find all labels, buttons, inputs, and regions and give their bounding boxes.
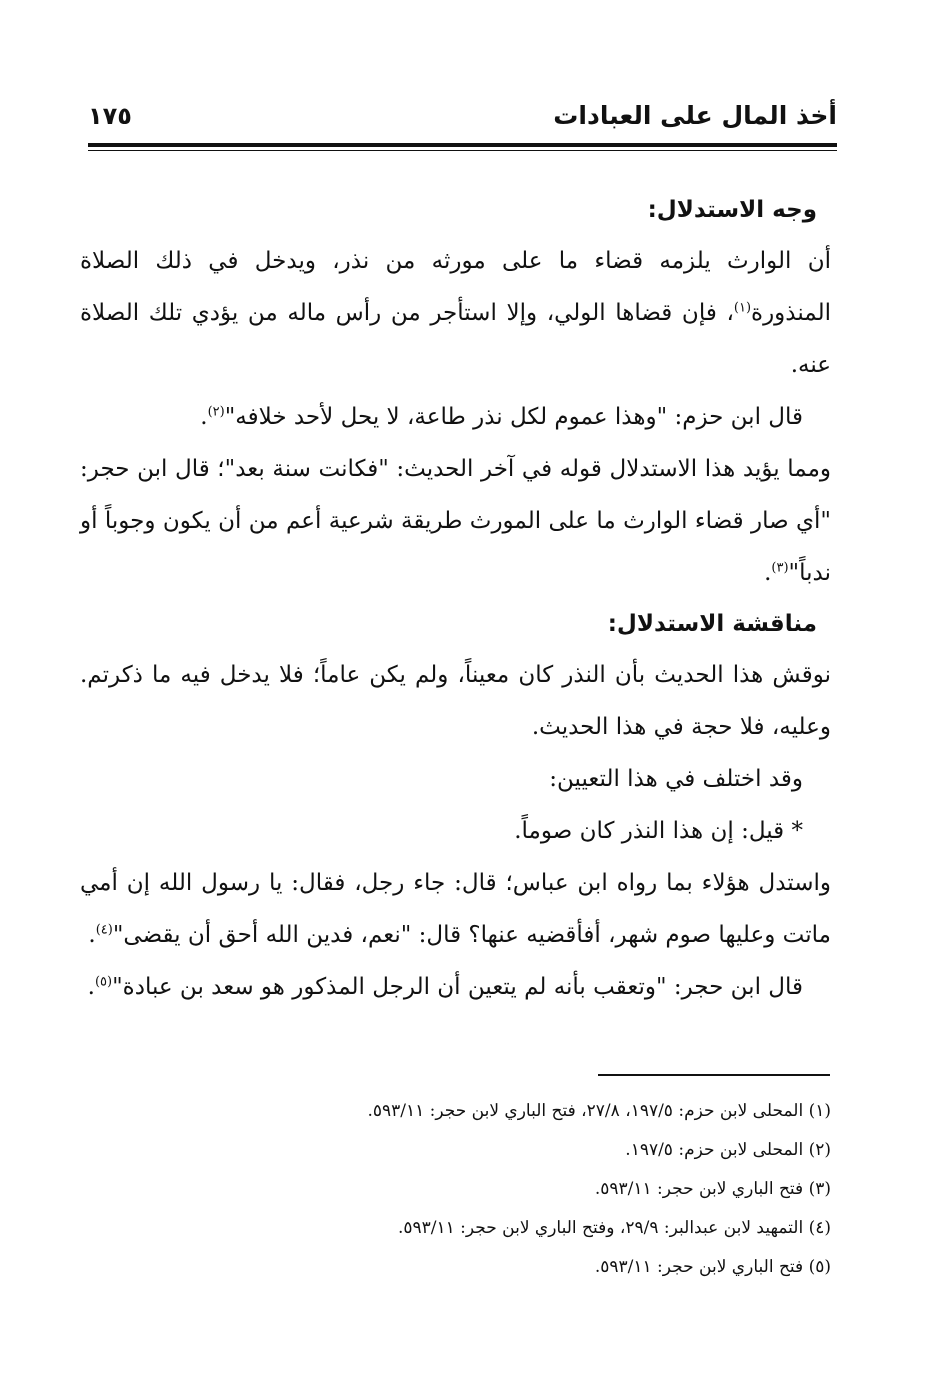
footnote: (٤) التمهيد لابن عبدالبر: ٢٩/٩، وفتح الباري لابن حجر: ٥٩٣/١١. <box>397 1218 831 1238</box>
header-rule-thin <box>88 150 837 151</box>
footnote-ref: (٣) <box>771 560 789 576</box>
section-heading-istidlal: وجه الاستدلال: <box>647 197 817 223</box>
paragraph <box>80 857 831 961</box>
header-rule-thick <box>88 143 837 147</box>
paragraph-quote <box>80 391 831 443</box>
paragraph-end: . <box>764 560 772 586</box>
footnote: (٢) المحلى لابن حزم: ١٩٧/٥. <box>625 1140 831 1160</box>
paragraph-text: واستدل هؤلاء بما رواه ابن عباس؛ قال: جاء رجل، فقال: يا رسول الله إن أمي ماتت وعليها صوم شهر، أفأقضيه عنها؟ قال: "نعم، فدين الله أحق أن يقضى" <box>80 870 831 948</box>
footnote: (١) المحلى لابن حزم: ١٩٧/٥، ٢٧/٨، فتح الباري لابن حجر: ٥٩٣/١١. <box>367 1101 831 1121</box>
footnote-ref: (٤) <box>95 922 113 938</box>
running-title: أخذ المال على العبادات <box>553 101 837 130</box>
footnote-ref: (١) <box>733 300 752 316</box>
paragraph-end: . <box>88 922 96 948</box>
footnote: (٥) فتح الباري لابن حجر: ٥٩٣/١١. <box>594 1257 831 1277</box>
paragraph-text: ، فإن قضاها الولي، وإلا استأجر من رأس ماله من يؤدي تلك الصلاة عنه. <box>80 300 831 378</box>
page-number: ١٧٥ <box>88 102 132 130</box>
paragraph-text: قال ابن حزم: "وهذا عموم لكل نذر طاعة، لا يحل لأحد خلافه" <box>224 404 803 430</box>
footnote: (٣) فتح الباري لابن حجر: ٥٩٣/١١. <box>594 1179 831 1199</box>
footnotes <box>80 1092 831 1287</box>
footnote-separator <box>598 1074 830 1076</box>
page-header <box>88 96 837 136</box>
paragraph-text: وقد اختلف في هذا التعيين: <box>549 766 803 792</box>
paragraph-text: أن الوارث يلزمه قضاء ما على مورثه من نذر، ويدخل في ذلك الصلاة المنذورة <box>80 248 831 326</box>
paragraph-text: قال ابن حجر: "وتعقب بأنه لم يتعين أن الرجل المذكور هو سعد بن عبادة" <box>112 974 803 1000</box>
paragraph <box>80 753 831 805</box>
footnote-ref: (٥) <box>94 974 113 990</box>
paragraph-text: ومما يؤيد هذا الاستدلال قوله في آخر الحديث: "فكانت سنة بعد"؛ قال ابن حجر: "أي صار قضاء الوارث ما على المورث طريقة شرعية أعم من أن يكون وجوباً أو ندباً" <box>80 456 831 586</box>
paragraph-text: * قيل: إن هذا النذر كان صوماً. <box>514 818 803 844</box>
main-text <box>80 185 831 1013</box>
paragraph-text: نوقش هذا الحديث بأن النذر كان معيناً، ولم يكن عاماً؛ فلا يدخل فيه ما ذكرتم. وعليه، فلا حجة في هذا الحديث. <box>80 662 831 740</box>
section-heading-munaqasha: مناقشة الاستدلال: <box>607 611 817 637</box>
paragraph <box>80 235 831 391</box>
footnote-ref: (٢) <box>207 404 225 420</box>
paragraph-bullet <box>80 805 831 857</box>
paragraph-end: . <box>87 974 95 1000</box>
paragraph <box>80 649 831 753</box>
paragraph-quote <box>80 961 831 1013</box>
paragraph <box>80 443 831 599</box>
paragraph-end: . <box>200 404 208 430</box>
